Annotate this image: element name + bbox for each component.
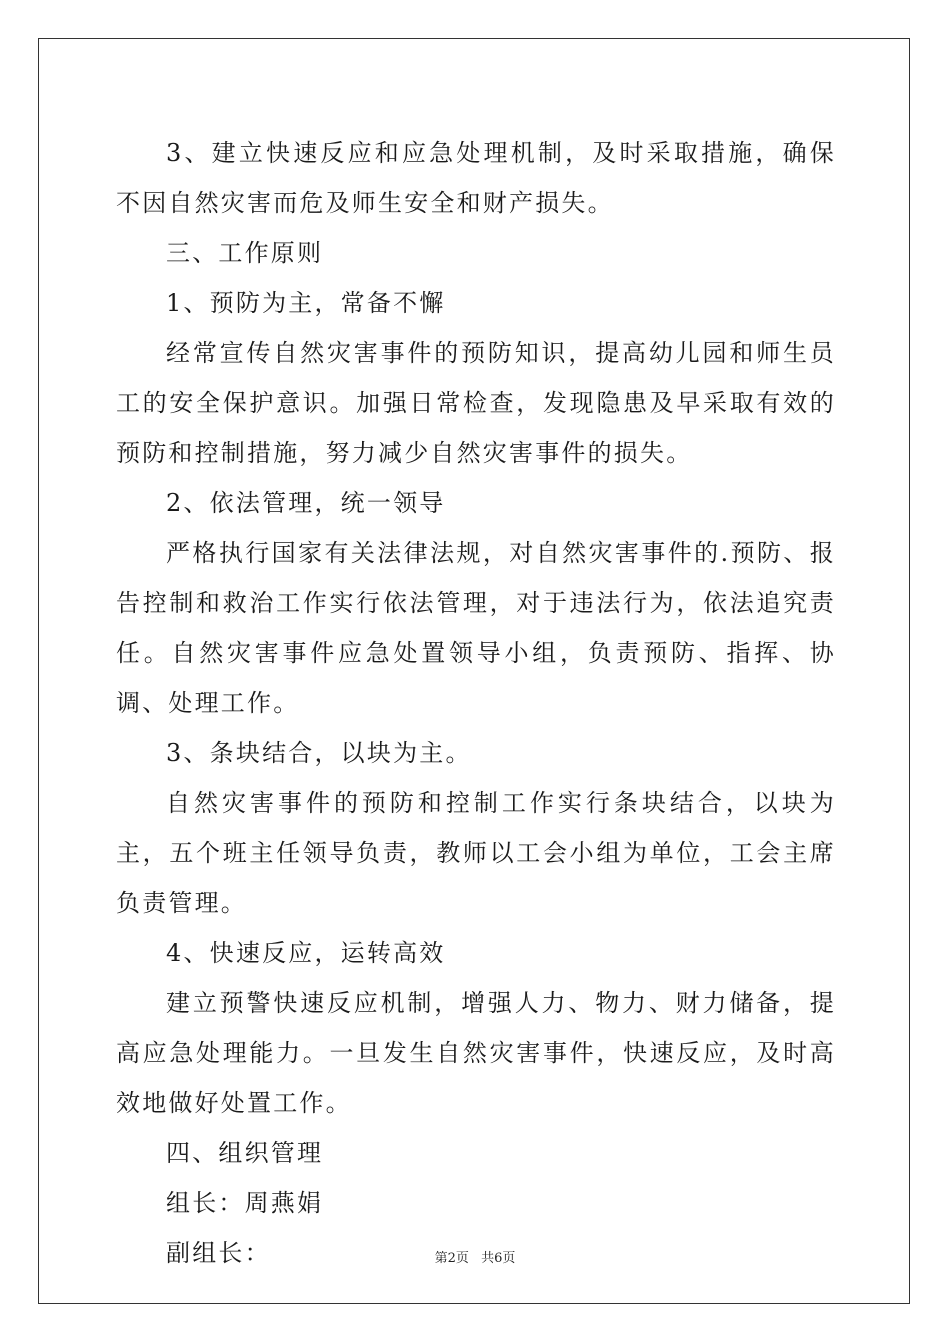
subsection-heading: 1、预防为主，常备不懈 [166,289,446,317]
leader-line: 组长：周燕娟 [166,1189,324,1217]
section-heading: 三、工作原则 [166,239,324,267]
section-heading: 四、组织管理 [166,1139,324,1167]
paragraph: 3、建立快速反应和应急处理机制，及时采取措施，确保不因自然灾害而危及师生安全和财产损失。 [116,139,836,217]
paragraph: 严格执行国家有关法律法规，对自然灾害事件的.预防、报告控制和救治工作实行依法管理，对于违法行为，依法追究责任。自然灾害事件应急处置领导小组，负责预防、指挥、协调、处理工作。 [116,539,836,717]
deputy-leader-line: 副组长： [166,1239,271,1267]
document-body [116,128,836,1278]
page-number: 第2页 [434,1251,469,1266]
paragraph: 经常宣传自然灾害事件的预防知识，提高幼儿园和师生员工的安全保护意识。加强日常检查，发现隐患及早采取有效的预防和控制措施，努力减少自然灾害事件的损失。 [116,339,836,467]
subsection-heading: 3、条块结合，以块为主。 [166,739,472,767]
subsection-heading: 4、快速反应，运转高效 [166,939,446,967]
page-footer [0,1247,950,1266]
total-pages: 共6页 [481,1251,516,1266]
paragraph: 自然灾害事件的预防和控制工作实行条块结合，以块为主，五个班主任领导负责，教师以工会小组为单位，工会主席负责管理。 [116,789,836,917]
subsection-heading: 2、依法管理，统一领导 [166,489,446,517]
paragraph: 建立预警快速反应机制，增强人力、物力、财力储备，提高应急处理能力。一旦发生自然灾害事件，快速反应，及时高效地做好处置工作。 [116,989,836,1117]
